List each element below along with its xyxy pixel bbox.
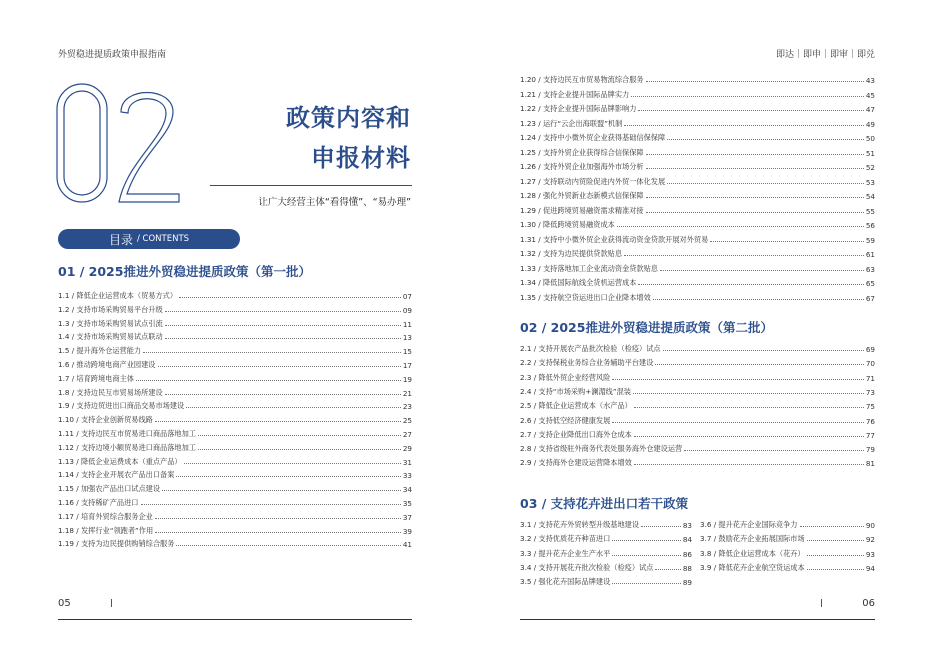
toc-entry-page: 76	[865, 416, 875, 426]
toc-entry-page: 71	[865, 373, 875, 383]
toc-leader-dots	[631, 96, 864, 97]
toc-entry-page: 92	[865, 535, 875, 545]
toc-entry-page: 37	[402, 512, 412, 522]
toc-entry-label: 2.9 / 支持海外仓建设运营降本增效	[520, 458, 632, 468]
toc-entry[interactable]	[520, 129, 875, 143]
toc-entry-label: 1.5 / 提升海外仓运营能力	[58, 346, 142, 356]
toc-leader-dots	[165, 394, 401, 395]
toc-entry[interactable]	[58, 287, 412, 301]
toc-entry-page: 84	[682, 535, 692, 545]
toc-leader-dots	[165, 325, 401, 326]
toc-leader-dots	[176, 545, 400, 546]
toc-entry-label: 2.5 / 降低企业运营成本（水产品）	[520, 401, 632, 411]
toc-entry[interactable]	[520, 71, 875, 85]
toc-entry[interactable]	[520, 426, 875, 440]
toc-leader-dots	[612, 583, 681, 584]
toc-entry-label: 2.8 / 支持省级驻外商务代表处服务海外仓建设运营	[520, 444, 683, 454]
toc-entry-page: 50	[865, 134, 875, 143]
toc-entry-page: 29	[402, 443, 412, 453]
toc-entry-page: 61	[865, 250, 875, 259]
toc-entry[interactable]	[520, 559, 692, 573]
toc-entry[interactable]	[520, 383, 875, 397]
toc-entry-label: 1.27 / 支持联动内贸险促进内外贸一体化发展	[520, 176, 666, 186]
toc-leader-dots	[141, 504, 401, 505]
toc-entry-label: 1.1 / 降低企业运营成本（贸易方式）	[58, 291, 178, 300]
toc-entry-label: 1.3 / 支持市场采购贸易试点引流	[58, 318, 163, 328]
toc-entry[interactable]	[520, 397, 875, 411]
toc-entry-page: 17	[402, 361, 412, 370]
toc-leader-dots	[634, 464, 864, 465]
toc-entry-label: 1.15 / 加强农产品出口试点建设	[58, 484, 161, 494]
toc-entry-page: 70	[865, 359, 875, 369]
toc-entry-page: 13	[402, 333, 412, 343]
toc-entry[interactable]	[520, 369, 875, 383]
toc-leader-dots	[155, 532, 401, 533]
toc-entry[interactable]	[58, 466, 412, 480]
header-slogan: 即达｜即申｜即审｜即兑	[775, 50, 875, 60]
toc-entry-page: 75	[865, 402, 875, 412]
toc-entry[interactable]	[58, 439, 412, 453]
toc-entry-label: 1.22 / 支持企业提升国际品牌影响力	[520, 104, 637, 113]
toc-entry[interactable]	[700, 516, 875, 530]
toc-entry-label: 1.8 / 支持边民互市贸易场所建设	[58, 387, 163, 397]
toc-entry-page: 21	[402, 388, 412, 398]
toc-leader-dots	[807, 569, 864, 570]
toc-entry-page: 89	[682, 578, 692, 588]
toc-entry-page: 52	[865, 163, 875, 172]
toc-entry-label: 2.7 / 支持企业降低出口海外仓成本	[520, 429, 632, 439]
toc-entry-page: 33	[402, 471, 412, 481]
toc-leader-dots	[655, 364, 863, 365]
toc-entry-page: 23	[402, 402, 412, 412]
toc-entry-page: 35	[402, 499, 412, 508]
toc-leader-dots	[646, 212, 864, 213]
chapter-title-line2: 申报材料	[311, 144, 411, 172]
toc-entry[interactable]	[58, 535, 412, 549]
toc-entry-page: 53	[865, 177, 875, 187]
toc-entry-label: 2.6 / 支持低空经济健康发展	[520, 415, 611, 425]
toc-entry-label: 1.33 / 支持落地加工企业流动资金贷款贴息	[520, 263, 658, 273]
toc-entry-label: 1.24 / 支持中小微外贸企业获得基础信保保障	[520, 133, 666, 142]
toc-entry[interactable]	[58, 508, 412, 522]
chapter-number-graphic	[55, 82, 181, 204]
toc-entry-page: 19	[402, 374, 412, 384]
toc-entry-label: 1.34 / 降低国际航线全货机运营成本	[520, 278, 637, 287]
toc-entry-label: 1.28 / 强化外贸新业态新模式信保保障	[520, 191, 644, 200]
toc-entry-page: 09	[402, 305, 412, 315]
toc-entry-page: 41	[402, 540, 412, 550]
toc-entry-label: 1.14 / 支持企业开展农产品出口备案	[58, 470, 175, 480]
toc-leader-dots	[136, 380, 401, 381]
toc-entry-page: 67	[865, 293, 875, 303]
toc-leader-dots	[186, 407, 401, 408]
toc-entry[interactable]	[58, 301, 412, 315]
toc-leader-dots	[633, 393, 864, 394]
toc-entry[interactable]	[58, 328, 412, 342]
toc-entry-label: 1.31 / 支持中小微外贸企业获得流动资金贷款开展对外贸易	[520, 234, 709, 244]
toc-leader-dots	[807, 555, 864, 556]
toc-entry-label: 1.26 / 支持外贸企业加强海外市场分析	[520, 162, 644, 171]
toc-entry[interactable]	[58, 370, 412, 384]
toc-leader-dots	[624, 255, 864, 256]
toc-entry-page: 47	[865, 105, 875, 114]
toc-leader-dots	[165, 311, 401, 312]
toc-entry[interactable]	[520, 454, 875, 468]
toc-entry-label: 3.1 / 支持花卉外贸转型升级基地建设	[520, 520, 640, 529]
toc-leader-dots	[612, 555, 681, 556]
toc-leader-dots	[158, 366, 401, 367]
toc-leader-dots	[667, 183, 864, 184]
toc-entry[interactable]	[520, 86, 875, 100]
contents-badge-sub: / CONTENTS	[136, 234, 190, 244]
toc-entry-page: 73	[865, 387, 875, 397]
toc-entry-page: 90	[865, 521, 875, 530]
toc-entry-label: 1.30 / 降低跨境贸易融资成本	[520, 220, 615, 229]
toc-entry-label: 2.1 / 支持开展农产品批次检验（检疫）试点	[520, 344, 661, 353]
toc-entry[interactable]	[58, 411, 412, 425]
toc-entry-page: 49	[865, 119, 875, 129]
toc-entry[interactable]	[520, 516, 692, 530]
toc-leader-dots	[646, 81, 864, 82]
toc-entry-page: 51	[865, 148, 875, 158]
toc-entry-page: 56	[865, 221, 875, 230]
toc-entry-page: 77	[865, 430, 875, 440]
chapter-title-line1: 政策内容和	[286, 104, 411, 132]
title-divider	[210, 185, 412, 186]
toc-leader-dots	[646, 197, 864, 198]
toc-entry-page: 65	[865, 279, 875, 288]
toc-entry-label: 1.6 / 推动跨境电商产业园建设	[58, 360, 156, 369]
toc-entry-label: 3.4 / 支持开展花卉批次检验（检疫）试点	[520, 562, 654, 572]
toc-entry[interactable]	[520, 440, 875, 454]
toc-leader-dots	[638, 284, 863, 285]
toc-entry-page: 39	[402, 526, 412, 536]
toc-entry[interactable]	[520, 202, 875, 216]
toc-entry[interactable]	[520, 545, 692, 559]
toc-entry[interactable]	[520, 354, 875, 368]
toc-entry-label: 1.16 / 支持稀矿产品进口	[58, 498, 139, 507]
toc-entry-page: 25	[402, 416, 412, 426]
toc-entry-label: 1.25 / 支持外贸企业获得综合信保保障	[520, 147, 644, 157]
toc-entry-label: 3.9 / 降低花卉企业航空货运成本	[700, 562, 805, 572]
page-number-right: 06	[862, 598, 875, 609]
section1-title: 01 / 2025推进外贸稳进提质政策（第一批）	[58, 264, 311, 279]
toc-leader-dots	[653, 299, 864, 300]
toc-entry[interactable]	[58, 480, 412, 494]
toc-entry[interactable]	[520, 231, 875, 245]
toc-entry-label: 3.6 / 提升花卉企业国际竞争力	[700, 520, 798, 529]
toc-entry-page: 11	[402, 319, 412, 329]
toc-entry[interactable]	[700, 530, 875, 544]
toc-leader-dots	[660, 270, 864, 271]
toc-leader-dots	[624, 125, 864, 126]
toc-entry[interactable]	[520, 187, 875, 201]
toc-entry[interactable]	[520, 260, 875, 274]
toc-entry[interactable]	[520, 173, 875, 187]
toc-entry-label: 2.3 / 降低外贸企业经营风险	[520, 372, 611, 382]
toc-entry-page: 88	[682, 563, 692, 573]
toc-entry-label: 1.20 / 支持边民互市贸易物流综合服务	[520, 75, 644, 84]
toc-entry-label: 3.2 / 支持优质花卉种苗进口	[520, 534, 611, 544]
toc-entry[interactable]	[58, 425, 412, 439]
toc-leader-dots	[800, 526, 864, 527]
toc-leader-dots	[612, 422, 864, 423]
chapter-subtitle: 让广大经营主体“看得懂”、“易办理”	[258, 197, 411, 208]
toc-leader-dots	[155, 518, 401, 519]
toc-leader-dots	[198, 435, 401, 436]
toc-entry[interactable]	[58, 315, 412, 329]
footer-rule-right	[520, 619, 875, 620]
toc-entry-page: 45	[865, 90, 875, 100]
toc-entry-label: 1.32 / 支持为边民提供贷款贴息	[520, 249, 623, 258]
toc-leader-dots	[638, 110, 863, 111]
toc-leader-dots	[165, 338, 401, 339]
toc-leader-dots	[617, 226, 864, 227]
toc-entry[interactable]	[520, 245, 875, 259]
toc-entry-page: 07	[402, 292, 412, 301]
toc-entry[interactable]	[58, 522, 412, 536]
toc-entry-label: 3.5 / 强化花卉国际品牌建设	[520, 577, 611, 587]
toc-entry-page: 79	[865, 445, 875, 455]
toc-entry-page: 83	[682, 521, 692, 530]
section2-title: 02 / 2025推进外贸稳进提质政策（第二批）	[520, 320, 773, 335]
footer-tick-right	[821, 599, 822, 607]
toc-leader-dots	[646, 154, 864, 155]
toc-leader-dots	[198, 449, 401, 450]
toc-entry[interactable]	[520, 289, 875, 303]
toc-entry-label: 1.18 / 发挥行业“领跑者”作用	[58, 525, 154, 535]
toc-leader-dots	[684, 450, 864, 451]
toc-entry-page: 63	[865, 264, 875, 274]
toc-entry[interactable]	[520, 340, 875, 354]
toc-entry-page: 81	[865, 459, 875, 469]
toc-entry-label: 2.2 / 支持保税业务综合业务辅助平台建设	[520, 358, 654, 368]
toc-entry[interactable]	[520, 115, 875, 129]
toc-entry[interactable]	[58, 397, 412, 411]
toc-entry[interactable]	[520, 216, 875, 230]
toc-entry[interactable]	[58, 384, 412, 398]
toc-entry-page: 34	[402, 485, 412, 495]
toc-leader-dots	[176, 476, 400, 477]
toc-entry-label: 1.17 / 培育外贸综合服务企业	[58, 511, 153, 521]
contents-badge-main: 目录	[108, 232, 133, 247]
toc-entry-label: 3.8 / 降低企业运营成本（花卉）	[700, 548, 805, 558]
toc-entry[interactable]	[700, 545, 875, 559]
toc-entry-page: 93	[865, 549, 875, 559]
toc-entry-label: 1.13 / 降低企业运费成本（重点产品）	[58, 456, 182, 466]
toc-entry-page: 69	[865, 345, 875, 354]
toc-entry[interactable]	[520, 100, 875, 114]
toc-entry-page: 27	[402, 430, 412, 439]
toc-entry[interactable]	[520, 144, 875, 158]
toc-entry-page: 55	[865, 206, 875, 216]
toc-leader-dots	[641, 526, 681, 527]
toc-leader-dots	[807, 540, 864, 541]
toc-leader-dots	[646, 168, 864, 169]
toc-entry[interactable]	[58, 453, 412, 467]
toc-entry-page: 43	[865, 76, 875, 85]
toc-entry-page: 59	[865, 235, 875, 245]
header-guide-title: 外贸稳进提质政策申报指南	[58, 50, 167, 60]
toc-entry[interactable]	[58, 356, 412, 370]
toc-leader-dots	[184, 463, 401, 464]
toc-entry[interactable]	[520, 412, 875, 426]
toc-leader-dots	[179, 297, 401, 298]
toc-entry[interactable]	[58, 494, 412, 508]
footer-rule-left	[58, 619, 412, 620]
contents-badge	[58, 229, 240, 249]
toc-leader-dots	[710, 241, 864, 242]
toc-leader-dots	[143, 352, 401, 353]
toc-leader-dots	[612, 379, 864, 380]
toc-entry-page: 54	[865, 192, 875, 201]
toc-leader-dots	[634, 407, 864, 408]
toc-entry[interactable]	[520, 530, 692, 544]
toc-leader-dots	[667, 139, 864, 140]
toc-entry-label: 1.2 / 支持市场采购贸易平台升级	[58, 304, 163, 314]
toc-leader-dots	[655, 569, 680, 570]
toc-entry-label: 1.9 / 支持边贸进出口商品交易市场建设	[58, 401, 185, 411]
toc-entry-label: 1.10 / 支持企业创新贸易线路	[58, 415, 153, 425]
toc-entry-label: 1.19 / 支持为边民提供购销综合服务	[58, 539, 175, 549]
toc-entry-page: 31	[402, 457, 412, 467]
toc-entry[interactable]	[520, 573, 692, 587]
toc-entry-label: 3.7 / 鼓励花卉企业拓展国际市场	[700, 534, 805, 544]
toc-leader-dots	[612, 540, 681, 541]
toc-entry-page: 15	[402, 347, 412, 357]
toc-entry-label: 1.7 / 培育跨境电商主体	[58, 373, 134, 383]
toc-leader-dots	[155, 421, 401, 422]
toc-entry[interactable]	[58, 342, 412, 356]
toc-leader-dots	[162, 490, 401, 491]
toc-entry-label: 1.11 / 支持边民互市贸易进口商品落地加工	[58, 429, 196, 438]
toc-entry-label: 1.21 / 支持企业提升国际品牌实力	[520, 89, 630, 99]
toc-leader-dots	[634, 436, 864, 437]
toc-entry-label: 1.12 / 支持边境小额贸易进口商品落地加工	[58, 442, 196, 452]
toc-entry-label: 1.4 / 支持市场采购贸易试点联动	[58, 332, 163, 342]
toc-entry-label: 3.3 / 提升花卉企业生产水平	[520, 548, 611, 558]
toc-entry-label: 2.4 / 支持“市场采购+澜湄线”混装	[520, 386, 631, 396]
toc-entry-label: 1.29 / 促进跨境贸易融资需求精准对接	[520, 205, 644, 215]
toc-entry-page: 86	[682, 549, 692, 559]
toc-entry-label: 1.23 / 运行“云企出海联盟”机制	[520, 118, 623, 128]
toc-entry[interactable]	[520, 274, 875, 288]
toc-entry-label: 1.35 / 支持航空货运进出口企业降本增效	[520, 292, 651, 302]
toc-entry[interactable]	[700, 559, 875, 573]
toc-entry[interactable]	[520, 158, 875, 172]
section3-title: 03 / 支持花卉进出口若干政策	[520, 496, 689, 511]
footer-tick-left	[111, 599, 112, 607]
toc-entry-page: 94	[865, 563, 875, 573]
page-number-left: 05	[58, 598, 71, 609]
toc-leader-dots	[663, 350, 864, 351]
